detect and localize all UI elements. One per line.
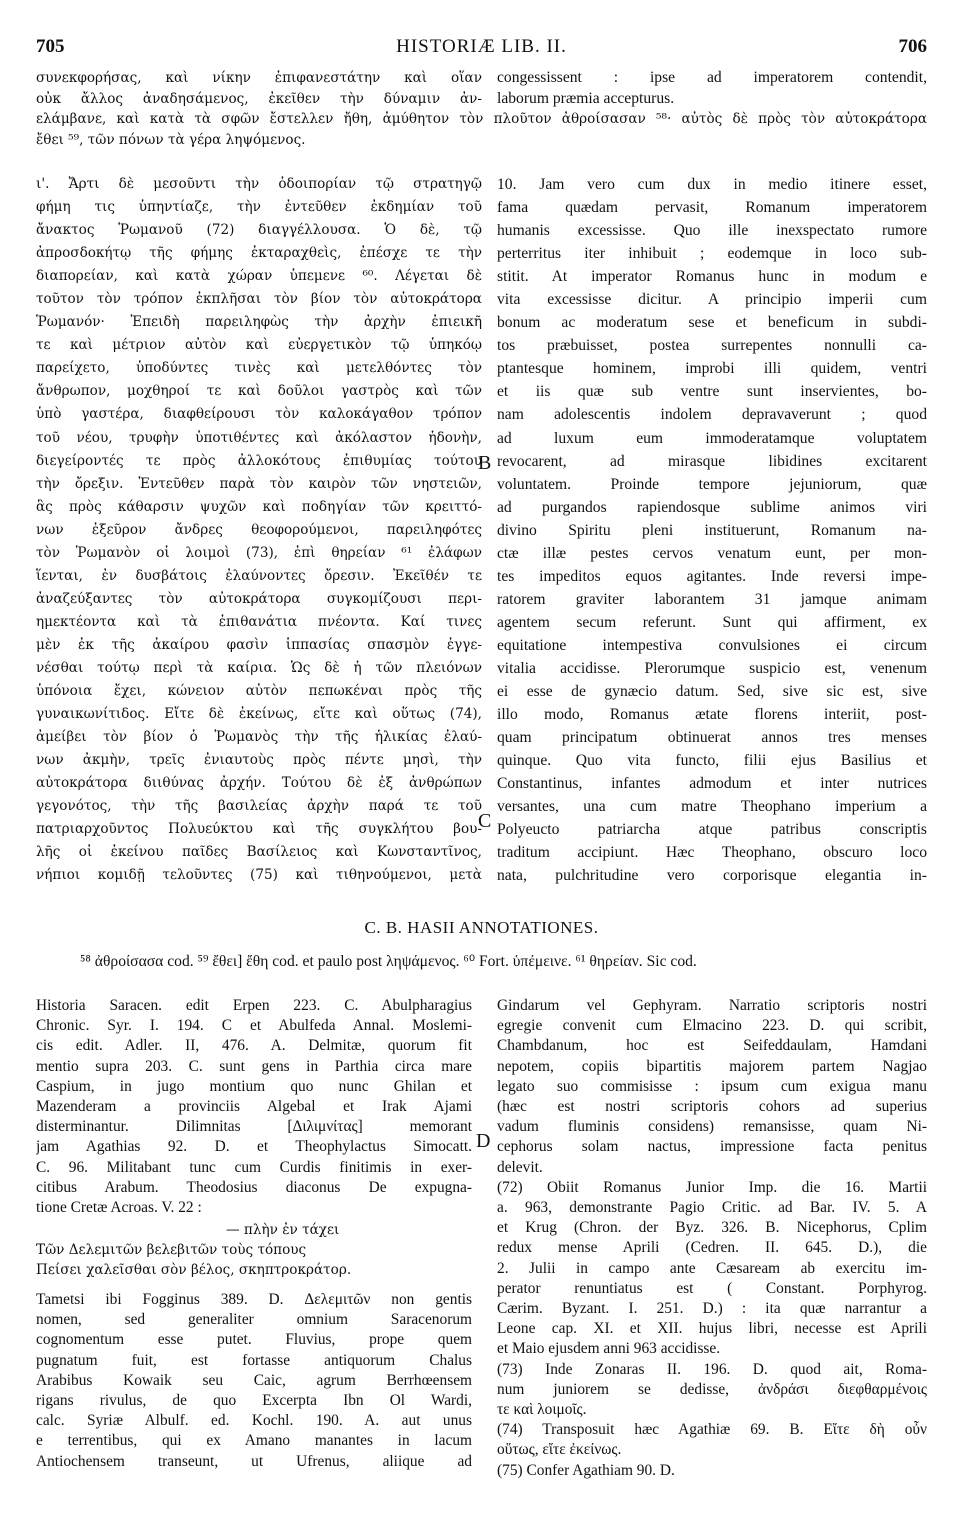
page-number-right: 706 [898,36,927,57]
text-line: tione Cretæ Acroas. V. 22 : [36,1199,202,1217]
text-line: Ῥωμανόν· Ἐπειδὴ παρειληφὼς τὴν ἀρχὴν ἐπιεικῆ [36,314,482,331]
text-line: ad luxum eum immoderatamque voluptatem [497,429,927,447]
text-line: nepotem, copiis bipartitis majorem partem Nagjao [497,1057,927,1075]
text-line: τοῦ νέου, τρυφὴν ὑποτιθέντες καὶ ἀκόλαστον ἡδονὴν, [36,429,482,446]
text-line: voluntatem. Proinde tempore jejuniorum, quæ [497,475,927,493]
text-line: ptantesque hominem, improbi illi quidem, ventri [497,360,927,378]
poem-line: — πλὴν ἐν τάχει [226,1222,340,1238]
text-line: ελάμβανε, καὶ κατὰ τὰ σφῶν ἔστελλεν ἤθη, ἀμύθητον τὸν πλοῦτον ἀθροίσασαν ⁵⁸· αὐτὸς δὲ πρὸς τὸν αὐτοκράτορα [36,111,927,127]
text-line: humanis excessisse. Quo ille inexspectato rumore [497,222,927,240]
text-line: cis edit. Adler. II, 476. A. Delmitæ, quorum fit [36,1037,472,1055]
annotations-right-column [497,996,927,1481]
text-line: revocarent, ad mirasque libidines excitarent [497,452,927,470]
text-line: (74) Transposuit hæc Agathiæ 69. B. Εἴτε δὴ οὖν [497,1421,927,1439]
text-line: Constantinus, infantes admodum et inter nutrices [497,775,927,793]
wide-greek-lines [36,109,927,150]
text-line: ratorem graviter laborantem 31 jamque animam [497,590,927,608]
text-line: num juniorem se dedisse, ἀνδράσι διεφθαρμένοις [497,1380,927,1398]
text-line: ἀμείβει τὸν βίον ὁ Ῥωμανὸς τὴν τῆς ἡλικίας ἐλαύ- [36,729,482,746]
annotations-left-column-continued [36,1290,472,1472]
text-line: e terrentibus, qui ex Amano manantes in lacum [36,1432,472,1450]
text-line: παρείχετο, ὑποδύντες τινὲς καὶ μετελθόντες τὸν [36,360,482,377]
section-marker-d: D [476,1130,491,1152]
text-line: ἄνθρωπον, μοχθηροί τε καὶ δοῦλοι γαστρὸς καὶ τῶν [36,383,482,400]
text-line: traditum accipiunt. Hæc Theophano, obscuro loco [497,844,927,862]
text-line: νήπιοι κομιδῇ τελοῦντες (75) καὶ τιθηνούμενοι, μετὰ [36,867,482,884]
text-line: a. 963, demonstrante Pagio Critic. ad Bar. IV. 5. A [497,1199,927,1217]
text-line: ἵενται, ἐν δυσβάτοις ἐλαύνοντες ὄρεσιν. Ἐκεῖθέν τε [36,567,482,584]
poem-quote [36,1220,472,1280]
text-line: ὑπὸ γαστέρα, διαφθείρουσι τὸν καλοκάγαθον τρόπον [36,406,482,423]
text-line: laborum præmia accepturus. [497,89,675,107]
text-line: ἀπροσδοκήτῳ τῆς φήμης ἐκταραχθεὶς, ἐπέσχε τε τὴν [36,245,482,262]
text-line: nam adolescentis indolem depravaverunt ; quod [497,406,927,424]
text-line: nata, pulchritudine vero corporisque elegantia in- [497,867,927,885]
text-line: tes impeditos equos agitantes. Inde reversi impe- [497,567,927,585]
annotations-heading: C. B. HASII ANNOTATIONES. [364,918,599,937]
text-line: οὕτως, εἴτε ἐκείνως. [497,1441,622,1459]
text-line: Cærim. Byzant. I. 251. D.) : ita quæ narrantur a [497,1300,927,1318]
running-header [36,36,927,58]
text-line: divino Spiritu pleni instituerunt, Romanum na- [497,521,927,539]
text-line: γεγονότος, τὴν τῆς βασιλείας ἀρχὴν παρά τε τοῦ [36,798,482,815]
text-line: πατριαρχοῦντος Πολυεύκτου καὶ τῆς συγκλήτου βου- [36,821,482,838]
text-line: bonum ac moderatum sese et beneficum in subdi- [497,314,927,332]
text-line: νων ἀκμὴν, τρεῖς ἐνιαυτοὺς πρὸς πέντε μησὶ, τὴν [36,752,482,769]
text-line: αὐτοκράτορα διιθύνας ἀρχήν. Τούτου δὲ ἐξ ἀνθρώπων [36,775,482,792]
text-line: 10. Jam vero cum dux in medio itinere esset, [497,176,927,193]
text-line: tos præbuisset, postea surrepentes nonnulli ca- [497,337,927,355]
text-line: νων ἐξεῦρον ἄνδρες θεοφορούμενοι, παρειληφότες [36,521,482,538]
text-line: Chambdanum, hoc est Seifeddaulam, Hamdani [497,1037,927,1055]
text-line: quam principatum obtinuerat annos tres menses [497,729,927,747]
text-line: ι'. Ἄρτι δὲ μεσοῦντι τὴν ὁδοιπορίαν τῷ στρατηγῷ [36,176,482,192]
text-line: συνεκφορήσας, καὶ νίκην ἐπιφανεστάτην καὶ οἵαν [36,70,482,86]
text-line: vita excessisse dicitur. A principio imperii cum [497,291,927,309]
poem-line: Πείσει χαλεῖσθαι σὸν βέλος, σκηπτροκράτορ. [36,1262,352,1278]
text-line: ἀναζεύξαντες τὸν αὐτοκράτορα συγκομίζουσι περι- [36,590,482,607]
text-line: Tametsi ibi Fogginus 389. D. Δελεμιτῶν non gentis [36,1291,472,1308]
text-line: et Maio ejusdem anni 963 accidisse. [497,1340,721,1358]
text-line: et iis quæ sub ventre sunt inservientes, bo- [497,383,927,401]
top-latin-lines [497,68,927,109]
annotations-left-column [36,996,472,1218]
text-line: ἔθει ⁵⁹, τῶν πόνων τὰ γέρα ληψόμενος. [36,131,306,148]
text-line: fama quædam pervasit, Romanum imperatorem [497,199,927,217]
running-title: HISTORIÆ LIB. II. [396,36,567,57]
text-line: τοῦτον τὸν τρόπον ἐκπλῆσαι τὸν βίον τὸν αὐτοκράτορα [36,291,482,308]
text-line: οὐκ ἄλλος ἀναδησάμενος, ἐκεῖθεν τὴν δύναμιν ἀν- [36,90,482,107]
text-line: legato suo commisisse : ipsum cum exigua manu [497,1077,927,1095]
text-line: pugnatum fuit, est fortasse antiquorum Chalus [36,1351,472,1369]
text-line: calc. Syriæ Albulf. ed. Kochl. 190. A. aut unus [36,1412,472,1430]
footnotes-line: ⁵⁸ ἀθροίσασα cod. ⁵⁹ ἔθει] ἔθη cod. et paulo post ληψάμενος. ⁶⁰ Fort. ὑπέμεινε. ⁶¹ θηρείαν. Sic cod. [80,953,697,970]
text-line: νέσθαι τούτῳ περὶ τὰ καίρια. Ὡς δὲ ἡ τῶν πλειόνων [36,659,482,676]
text-line: egregie convenit cum Elmacino 223. D. qui scribit, [497,1017,927,1035]
text-line: ei esse de gynæcio datum. Sed, sive sic est, sive [497,683,927,701]
text-line: et Krug (Chron. der Byz. 326. B. Nicephorus, Cplim [497,1219,927,1237]
text-line: ἄνακτος Ῥωμανοῦ (72) διαγγέλλουσα. Ὁ δὲ, τῷ [36,222,482,239]
text-line: Caspium, in jugo montium quo nunc Ghilan et [36,1077,472,1095]
text-line: τε καὶ μέτριον αὐτὸν καὶ εὐεργετικὸν τῷ ὑπηκόῳ [36,337,482,354]
text-line: cephorus solam nactus, impressione facta penitus [497,1138,927,1156]
text-line: ημεκτέοντα καὶ τὰ ἐπιθανάτια πνέοντα. Καί τινες [36,613,482,630]
text-line: τὸν Ῥωμανὸν οἱ λοιμοὶ (73), ἐπὶ θηρείαν ⁶¹ ἐλάφων [36,544,482,561]
text-line: ad purgandos rapiendosque sublime animos viri [497,498,927,516]
text-line: perator renuntiatus est ( Constant. Porphyrog. [497,1279,927,1297]
text-line: Polyeucto patriarcha atque patribus conscriptis [497,821,927,839]
text-line: Chronic. Syr. I. 194. C et Abulfeda Annal. Moslemi- [36,1017,472,1035]
text-line: nomen, sed generaliter omnium Saracenorum [36,1311,472,1329]
text-line: μὲν ἐκ τῆς ἀκαίρου φασὶν ἱππασίας σπασμὸν ἐγγε- [36,636,482,653]
text-line: (hæc est nostri scriptoris cohors ad superius [497,1098,927,1116]
text-line: delevit. [497,1158,543,1176]
text-line: illo modo, Romanus ætate florens interiit, post- [497,706,927,724]
poem-line: Τῶν Δελεμιτῶν βελεβιτῶν τοὺς τόπους [36,1242,307,1258]
text-line: Arabibus Kowaik seu Caic, agrum Berrhœensem [36,1371,472,1389]
text-line: διεγείροντές τε πρὸς ἀλλοκότους ἐπιθυμίας τούτου [36,452,482,469]
top-greek-lines [36,68,482,109]
text-line: stitit. At imperator Romanus hunc in modum e [497,268,927,286]
text-line: Historia Saracen. edit Erpen 223. C. Abulpharagius [36,997,472,1014]
text-line: ὑπόνοια ἔχει, κώνειον αὐτὸν πεπωκέναι πρὸς τῆς [36,683,482,700]
text-line: Leone cap. XI. et XII. hujus libri, necesse est Aprili [497,1320,927,1338]
text-line: disterminantur. Dilimnitas [Διλιμνίτας] memorant [36,1118,472,1136]
section-marker-b: B [478,452,492,474]
text-line: mentio supra 203. C. sunt gens in Parthia circa mare [36,1057,472,1075]
text-line: 2. Julii in campo ante Cæsaream ab exercitu im- [497,1259,927,1277]
text-line: perterritus iter inhibuit ; eodemque in loco sub- [497,245,927,263]
text-line: equitatione intempestiva convulsiones ei circum [497,636,927,654]
section-marker-c: C [478,810,492,832]
text-line: quinque. Quo vita functo, filii ejus Basilius et [497,752,927,770]
text-line: Gindarum vel Gephyram. Narratio scriptoris nostri [497,997,927,1014]
text-line: vitalia accidisse. Plerorumque suspicio est, venenum [497,659,927,677]
text-line: (72) Obiit Romanus Junior Imp. die 16. Martii [497,1178,927,1196]
text-line: φήμη τις ὑπηντίαζε, τὴν ἐντεῦθεν ἐκδημίαν τοῦ [36,199,482,216]
text-line: λῆς οἱ ἐκείνου παῖδες Βασίλειος καὶ Κωνσταντῖνος, [36,844,482,861]
text-line: ctæ illæ pestes cervos venatum eunt, per mon- [497,544,927,562]
text-line: ἃς πρὸς κάθαρσιν ψυχῶν καὶ ποδηγίαν τῶν κρειττό- [36,498,482,515]
greek-text-column [36,173,482,887]
text-line: cognomentum esse putet. Fluvius, prope quem [36,1331,472,1349]
text-line: τε καὶ λοιμοῖς. [497,1401,587,1419]
text-line: citibus Arabum. Theodosius diaconus De expugna- [36,1178,472,1196]
text-line: congessissent : ipse ad imperatorem contendit, [497,69,927,86]
text-line: agentem secum referunt. Sunt qui affirment, ex [497,613,927,631]
text-line: Antiochensem transeunt, ut Ufrenus, aliique ad [36,1452,472,1470]
text-line: διαπορείαν, καὶ κατὰ χώραν ὑπεμενε ⁶⁰. Λέγεται δὲ [36,268,482,285]
text-line: (75) Confer Agathiam 90. D. [497,1461,675,1479]
latin-text-column [497,173,927,887]
text-line: (73) Inde Zonaras II. 196. D. quod ait, Roma- [497,1360,927,1378]
text-line: Mazenderam a provinciis Algebal et Irak Ajami [36,1098,472,1116]
text-line: C. 96. Militabant tunc cum Curdis finitimis in exer- [36,1158,472,1176]
text-line: rigans rivulus, de quo Excerpta Ibn Ol Wardi, [36,1392,472,1410]
text-line: γυναικωνίτιδος. Εἴτε δὲ ἐκείνως, εἴτε καὶ οὕτως (74), [36,706,482,723]
text-line: redux mense Aprili (Cedren. II. 645. D.), die [497,1239,927,1257]
text-line: vadum fluminis considens) remansisse, quam Ni- [497,1118,927,1136]
page-number-left: 705 [36,36,65,57]
text-line: versantes, una cum matre Theophano imperium a [497,798,927,816]
text-line: jam Agathias 92. D. et Theophylactus Simocatt. [36,1138,472,1156]
text-line: τὴν ὄρεξιν. Ἐντεῦθεν παρὰ τὸν καιρὸν τῶν νηστειῶν, [36,475,482,492]
